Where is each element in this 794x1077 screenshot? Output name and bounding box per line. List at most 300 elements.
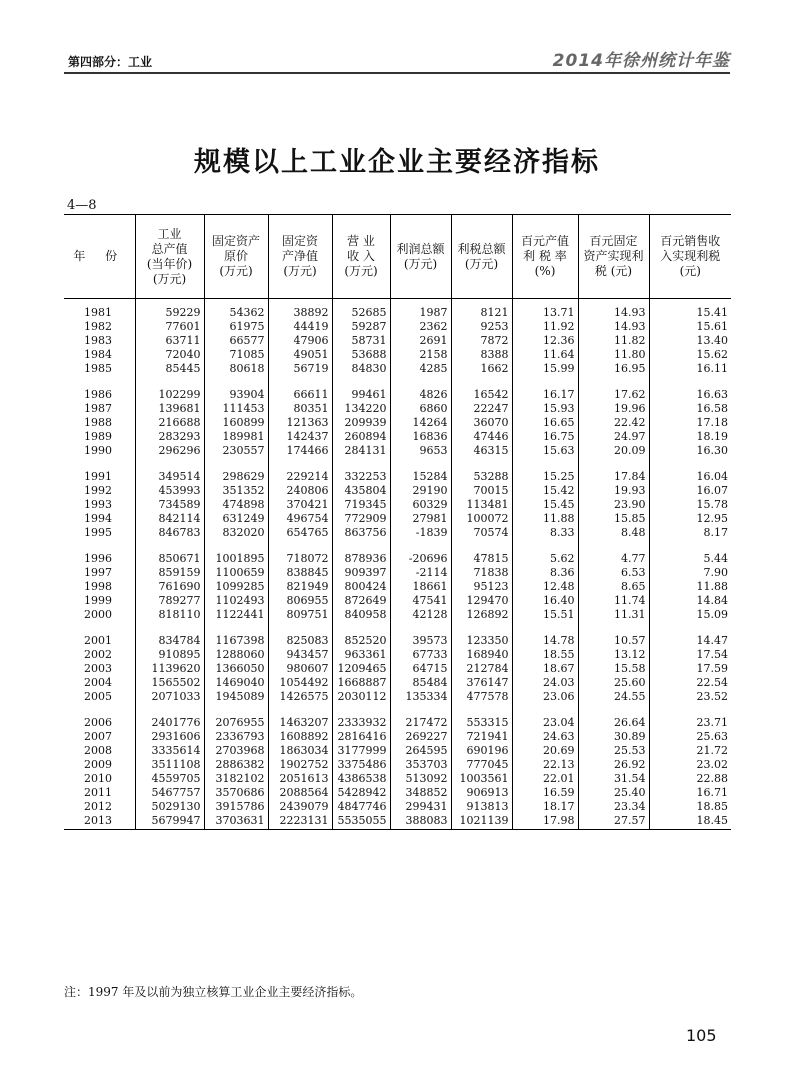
year-cell: 2011: [84, 786, 112, 799]
value-cell: 2051613: [268, 771, 332, 785]
page-number: 105: [686, 1026, 717, 1045]
running-header: [64, 52, 730, 72]
value-cell: 2336793: [204, 729, 268, 743]
value-cell: 1099285: [204, 579, 268, 593]
column-header-line: (当年价): [146, 256, 193, 271]
value-cell: 734589: [135, 497, 204, 511]
value-cell: 1366050: [204, 661, 268, 675]
value-cell: 4.77: [578, 551, 649, 565]
value-cell: 2088564: [268, 785, 332, 799]
value-cell: 351352: [204, 483, 268, 497]
column-header-line: 营 业: [347, 234, 375, 248]
value-cell: 24.55: [578, 689, 649, 703]
group-spacer: [64, 621, 731, 633]
value-cell: 209939: [332, 415, 390, 429]
group-spacer: [64, 457, 731, 469]
value-cell: 4285: [390, 361, 451, 375]
value-cell: 16.17: [512, 387, 578, 401]
column-header-3: [268, 215, 332, 299]
value-cell: 39573: [390, 633, 451, 647]
value-cell: 31.54: [578, 771, 649, 785]
table-header-row: [64, 215, 731, 299]
value-cell: 47815: [451, 551, 512, 565]
value-cell: 111453: [204, 401, 268, 415]
value-cell: 8.36: [512, 565, 578, 579]
value-cell: 3335614: [135, 743, 204, 757]
value-cell: 134220: [332, 401, 390, 415]
value-cell: 84830: [332, 361, 390, 375]
group-spacer: [64, 703, 731, 715]
value-cell: 2333932: [332, 715, 390, 729]
value-cell: 1863034: [268, 743, 332, 757]
column-header-1: [135, 215, 204, 299]
value-cell: 376147: [451, 675, 512, 689]
value-cell: 264595: [390, 743, 451, 757]
value-cell: 46315: [451, 443, 512, 457]
table-row: [64, 771, 731, 785]
value-cell: 27.57: [578, 813, 649, 830]
value-cell: 61975: [204, 319, 268, 333]
value-cell: 71085: [204, 347, 268, 361]
table-row: [64, 757, 731, 771]
value-cell: 388083: [390, 813, 451, 830]
value-cell: 212784: [451, 661, 512, 675]
value-cell: 15.41: [649, 299, 731, 320]
value-cell: 2076955: [204, 715, 268, 729]
value-cell: 139681: [135, 401, 204, 415]
value-cell: 25.40: [578, 785, 649, 799]
table-row: [64, 715, 731, 729]
value-cell: 718072: [268, 551, 332, 565]
value-cell: 4826: [390, 387, 451, 401]
value-cell: 26.64: [578, 715, 649, 729]
value-cell: 11.80: [578, 347, 649, 361]
value-cell: 3375486: [332, 757, 390, 771]
value-cell: 872649: [332, 593, 390, 607]
value-cell: 353703: [390, 757, 451, 771]
value-cell: 95123: [451, 579, 512, 593]
value-cell: 16.63: [649, 387, 731, 401]
value-cell: 15.93: [512, 401, 578, 415]
year-cell: 1988: [84, 416, 112, 429]
table-row: [64, 785, 731, 799]
value-cell: 1945089: [204, 689, 268, 703]
value-cell: 16.04: [649, 469, 731, 483]
value-cell: 1288060: [204, 647, 268, 661]
column-header-line: 百元固定: [589, 234, 638, 248]
value-cell: 283293: [135, 429, 204, 443]
value-cell: 3177999: [332, 743, 390, 757]
value-cell: 126892: [451, 607, 512, 621]
year-cell: 1982: [84, 320, 112, 333]
value-cell: 1426575: [268, 689, 332, 703]
value-cell: 834784: [135, 633, 204, 647]
value-cell: 22.54: [649, 675, 731, 689]
value-cell: 1463207: [268, 715, 332, 729]
value-cell: 16836: [390, 429, 451, 443]
value-cell: 42128: [390, 607, 451, 621]
value-cell: 1139620: [135, 661, 204, 675]
value-cell: 8.65: [578, 579, 649, 593]
table-code: 4—8: [67, 198, 97, 213]
value-cell: 4559705: [135, 771, 204, 785]
value-cell: 16.59: [512, 785, 578, 799]
value-cell: 8.33: [512, 525, 578, 539]
value-cell: 761690: [135, 579, 204, 593]
value-cell: 348852: [390, 785, 451, 799]
value-cell: 53288: [451, 469, 512, 483]
value-cell: 24.03: [512, 675, 578, 689]
year-cell: 2005: [84, 690, 112, 703]
year-cell: 1998: [84, 580, 112, 593]
value-cell: 16.30: [649, 443, 731, 457]
value-cell: 16.11: [649, 361, 731, 375]
value-cell: 6.53: [578, 565, 649, 579]
year-cell: 2013: [64, 813, 135, 830]
value-cell: 18.55: [512, 647, 578, 661]
year-cell: 2004: [84, 676, 112, 689]
value-cell: 3703631: [204, 813, 268, 830]
year-cell: 1983: [84, 334, 112, 347]
value-cell: 23.52: [649, 689, 731, 703]
year-cell: 1995: [84, 526, 112, 539]
year-cell: 1996: [84, 552, 112, 565]
value-cell: 878936: [332, 551, 390, 565]
value-cell: 5467757: [135, 785, 204, 799]
value-cell: 825083: [268, 633, 332, 647]
value-cell: 66611: [268, 387, 332, 401]
value-cell: 863756: [332, 525, 390, 539]
value-cell: 1021139: [451, 813, 512, 830]
value-cell: 16.40: [512, 593, 578, 607]
column-header-line: 资产实现利: [583, 249, 644, 263]
value-cell: 14.78: [512, 633, 578, 647]
value-cell: 846783: [135, 525, 204, 539]
value-cell: 789277: [135, 593, 204, 607]
table-row: [64, 579, 731, 593]
column-header-line: 税 (元): [594, 264, 633, 278]
table-row: [64, 607, 731, 621]
column-header-line: 利 税 率: [523, 249, 567, 263]
value-cell: 47906: [268, 333, 332, 347]
value-cell: 16.65: [512, 415, 578, 429]
year-cell: 2006: [84, 716, 112, 729]
value-cell: 99461: [332, 387, 390, 401]
year-cell: 2010: [84, 772, 112, 785]
value-cell: 2931606: [135, 729, 204, 743]
year-cell: 1987: [84, 402, 112, 415]
value-cell: 58731: [332, 333, 390, 347]
column-header-line: (万元): [344, 264, 378, 278]
column-header-line: 总产值: [151, 241, 188, 256]
value-cell: 2691: [390, 333, 451, 347]
value-cell: 23.71: [649, 715, 731, 729]
table-row: [64, 525, 731, 539]
column-header-line: (%): [534, 264, 556, 278]
value-cell: 777045: [451, 757, 512, 771]
value-cell: 16.71: [649, 785, 731, 799]
value-cell: 63711: [135, 333, 204, 347]
value-cell: 24.97: [578, 429, 649, 443]
value-cell: 16.07: [649, 483, 731, 497]
value-cell: 100072: [451, 511, 512, 525]
value-cell: 85445: [135, 361, 204, 375]
column-header-line: 利税总额: [457, 241, 506, 256]
value-cell: 7.90: [649, 565, 731, 579]
value-cell: 631249: [204, 511, 268, 525]
value-cell: 6860: [390, 401, 451, 415]
value-cell: 18.85: [649, 799, 731, 813]
value-cell: 821949: [268, 579, 332, 593]
table-row: [64, 497, 731, 511]
value-cell: 1001895: [204, 551, 268, 565]
value-cell: 26.92: [578, 757, 649, 771]
column-header-line: (万元): [403, 256, 438, 271]
value-cell: 909397: [332, 565, 390, 579]
value-cell: -20696: [390, 551, 451, 565]
year-cell: 1994: [84, 512, 112, 525]
value-cell: 60329: [390, 497, 451, 511]
value-cell: 27981: [390, 511, 451, 525]
value-cell: 17.98: [512, 813, 578, 830]
value-cell: 370421: [268, 497, 332, 511]
value-cell: 229214: [268, 469, 332, 483]
value-cell: 67733: [390, 647, 451, 661]
value-cell: 85484: [390, 675, 451, 689]
value-cell: 5428942: [332, 785, 390, 799]
value-cell: 18.45: [649, 813, 731, 830]
value-cell: 240806: [268, 483, 332, 497]
value-cell: 17.18: [649, 415, 731, 429]
value-cell: 56719: [268, 361, 332, 375]
column-header-line: 百元销售收: [660, 234, 721, 248]
value-cell: 7872: [451, 333, 512, 347]
value-cell: 14.47: [649, 633, 731, 647]
value-cell: 18.17: [512, 799, 578, 813]
value-cell: 24.63: [512, 729, 578, 743]
value-cell: 168940: [451, 647, 512, 661]
table-row: [64, 661, 731, 675]
value-cell: 10.57: [578, 633, 649, 647]
column-header-line: (万元): [464, 256, 499, 271]
year-cell: 2007: [84, 730, 112, 743]
value-cell: 8388: [451, 347, 512, 361]
column-header-line: 利润总额: [396, 241, 445, 256]
column-header-8: [578, 215, 649, 299]
value-cell: 690196: [451, 743, 512, 757]
value-cell: 19.93: [578, 483, 649, 497]
value-cell: 80618: [204, 361, 268, 375]
value-cell: 14.93: [578, 319, 649, 333]
value-cell: 121363: [268, 415, 332, 429]
value-cell: 15.42: [512, 483, 578, 497]
column-header-0: [64, 215, 135, 299]
value-cell: 47541: [390, 593, 451, 607]
value-cell: 1102493: [204, 593, 268, 607]
value-cell: 1122441: [204, 607, 268, 621]
column-header-line: (元): [679, 264, 701, 278]
value-cell: 49051: [268, 347, 332, 361]
value-cell: 53688: [332, 347, 390, 361]
value-cell: 15.09: [649, 607, 731, 621]
value-cell: 2071033: [135, 689, 204, 703]
table-row: [64, 729, 731, 743]
year-cell: 2003: [84, 662, 112, 675]
value-cell: 12.48: [512, 579, 578, 593]
value-cell: 809751: [268, 607, 332, 621]
table-row: [64, 689, 731, 703]
value-cell: 15.51: [512, 607, 578, 621]
value-cell: 3570686: [204, 785, 268, 799]
value-cell: 2158: [390, 347, 451, 361]
value-cell: 5.44: [649, 551, 731, 565]
value-cell: 943457: [268, 647, 332, 661]
year-cell: 1989: [84, 430, 112, 443]
value-cell: 15.78: [649, 497, 731, 511]
value-cell: 4847746: [332, 799, 390, 813]
table-row: [64, 299, 731, 320]
value-cell: 1054492: [268, 675, 332, 689]
table-row: [64, 483, 731, 497]
value-cell: 38892: [268, 299, 332, 320]
page-title: 规模以上工业企业主要经济指标: [194, 147, 600, 178]
year-cell: 1997: [84, 566, 112, 579]
value-cell: 29190: [390, 483, 451, 497]
column-header-2: [204, 215, 268, 299]
value-cell: 217472: [390, 715, 451, 729]
value-cell: 8.17: [649, 525, 731, 539]
value-cell: 11.31: [578, 607, 649, 621]
value-cell: 435804: [332, 483, 390, 497]
value-cell: 23.90: [578, 497, 649, 511]
table-row: [64, 799, 731, 813]
value-cell: 13.12: [578, 647, 649, 661]
value-cell: 19.96: [578, 401, 649, 415]
value-cell: 135334: [390, 689, 451, 703]
value-cell: 16542: [451, 387, 512, 401]
column-header-line: 入实现利税: [660, 249, 721, 263]
table-row: [64, 593, 731, 607]
value-cell: 17.84: [578, 469, 649, 483]
year-cell: 1999: [84, 594, 112, 607]
value-cell: 66577: [204, 333, 268, 347]
value-cell: 54362: [204, 299, 268, 320]
value-cell: 22247: [451, 401, 512, 415]
value-cell: 1003561: [451, 771, 512, 785]
value-cell: 113481: [451, 497, 512, 511]
value-cell: 496754: [268, 511, 332, 525]
column-header-line: (万元): [219, 264, 253, 278]
value-cell: 15.85: [578, 511, 649, 525]
year-cell: 2002: [84, 648, 112, 661]
value-cell: 47446: [451, 429, 512, 443]
value-cell: 850671: [135, 551, 204, 565]
value-cell: 77601: [135, 319, 204, 333]
value-cell: 9253: [451, 319, 512, 333]
value-cell: 1608892: [268, 729, 332, 743]
value-cell: 15.58: [578, 661, 649, 675]
value-cell: 16.75: [512, 429, 578, 443]
table-row: [64, 443, 731, 457]
value-cell: 16.95: [578, 361, 649, 375]
year-cell: 2001: [84, 634, 112, 647]
column-header-5: [390, 215, 451, 299]
value-cell: 719345: [332, 497, 390, 511]
value-cell: 14264: [390, 415, 451, 429]
value-cell: 15.25: [512, 469, 578, 483]
value-cell: 3915786: [204, 799, 268, 813]
value-cell: 216688: [135, 415, 204, 429]
value-cell: 13.40: [649, 333, 731, 347]
value-cell: 22.13: [512, 757, 578, 771]
value-cell: 22.42: [578, 415, 649, 429]
value-cell: 15.99: [512, 361, 578, 375]
value-cell: 840958: [332, 607, 390, 621]
value-cell: 3511108: [135, 757, 204, 771]
value-cell: 2030112: [332, 689, 390, 703]
column-header-9: [649, 215, 731, 299]
value-cell: 1668887: [332, 675, 390, 689]
value-cell: 1100659: [204, 565, 268, 579]
value-cell: 2362: [390, 319, 451, 333]
value-cell: 22.01: [512, 771, 578, 785]
table-row: [64, 469, 731, 483]
value-cell: 15.61: [649, 319, 731, 333]
value-cell: 5679947: [135, 813, 204, 830]
value-cell: 842114: [135, 511, 204, 525]
value-cell: 1167398: [204, 633, 268, 647]
value-cell: 123350: [451, 633, 512, 647]
value-cell: 332253: [332, 469, 390, 483]
value-cell: 299431: [390, 799, 451, 813]
value-cell: 59229: [135, 299, 204, 320]
value-cell: 859159: [135, 565, 204, 579]
value-cell: 11.82: [578, 333, 649, 347]
value-cell: 129470: [451, 593, 512, 607]
year-cell: 1991: [84, 470, 112, 483]
year-cell: 2008: [84, 744, 112, 757]
table-row: [64, 347, 731, 361]
column-header-line: 固定资产: [211, 234, 260, 248]
table-body: [64, 299, 731, 830]
value-cell: 11.92: [512, 319, 578, 333]
column-header-7: [512, 215, 578, 299]
year-cell: 1990: [84, 444, 112, 457]
value-cell: 80351: [268, 401, 332, 415]
value-cell: 11.88: [649, 579, 731, 593]
value-cell: 20.09: [578, 443, 649, 457]
value-cell: 721941: [451, 729, 512, 743]
value-cell: 474898: [204, 497, 268, 511]
value-cell: 772909: [332, 511, 390, 525]
value-cell: 1662: [451, 361, 512, 375]
year-cell: 1984: [84, 348, 112, 361]
value-cell: 44419: [268, 319, 332, 333]
value-cell: 1469040: [204, 675, 268, 689]
value-cell: 14.84: [649, 593, 731, 607]
value-cell: 59287: [332, 319, 390, 333]
value-cell: 269227: [390, 729, 451, 743]
value-cell: 12.95: [649, 511, 731, 525]
yearbook-title: 2014年徐州统计年鉴: [552, 51, 730, 71]
value-cell: 15.45: [512, 497, 578, 511]
table-note: 注：1997 年及以前为独立核算工业企业主要经济指标。: [64, 985, 363, 999]
table-row: [64, 511, 731, 525]
header-rule: [64, 72, 730, 74]
value-cell: 25.53: [578, 743, 649, 757]
indicators-table: [64, 214, 731, 830]
year-cell: 1992: [84, 484, 112, 497]
